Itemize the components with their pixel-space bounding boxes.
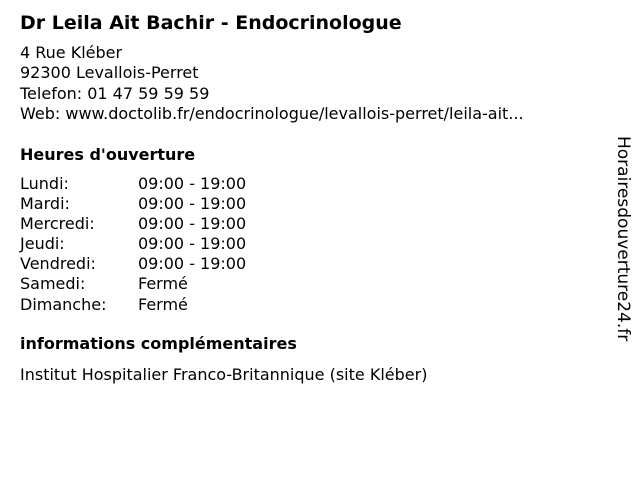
additional-info-text: Institut Hospitalier Franco-Britannique (site Kléber) — [20, 365, 428, 384]
hours-value: 09:00 - 19:00 — [138, 254, 247, 274]
street-address: 4 Rue Kléber — [20, 43, 123, 62]
hours-row-saturday — [20, 274, 246, 294]
hours-row-wednesday — [20, 214, 246, 234]
day-label: Samedi: — [20, 274, 86, 294]
city-address: 92300 Levallois-Perret — [20, 63, 199, 83]
hours-value: Fermé — [138, 274, 188, 294]
day-label: Lundi: — [20, 174, 69, 193]
hours-row-tuesday — [20, 194, 246, 214]
day-label: Mardi: — [20, 194, 70, 214]
opening-hours-heading: Heures d'ouverture — [20, 145, 196, 164]
hours-value: 09:00 - 19:00 — [138, 174, 247, 193]
hours-row-friday — [20, 254, 246, 274]
hours-value: 09:00 - 19:00 — [138, 214, 247, 234]
page-title: Dr Leila Ait Bachir - Endocrinologue — [20, 12, 402, 34]
hours-value: 09:00 - 19:00 — [138, 194, 247, 214]
site-watermark: Horairesdouverture24.fr — [613, 136, 633, 342]
additional-info-heading: informations complémentaires — [20, 334, 297, 353]
opening-hours-table — [20, 174, 246, 315]
phone-number: Telefon: 01 47 59 59 59 — [20, 83, 210, 103]
day-label: Jeudi: — [20, 234, 65, 254]
day-label: Mercredi: — [20, 214, 95, 234]
hours-row-sunday — [20, 295, 246, 315]
website-link[interactable]: Web: www.doctolib.fr/endocrinologue/levallois-perret/leila-ait... — [20, 103, 524, 123]
hours-value: Fermé — [138, 294, 188, 314]
hours-row-thursday — [20, 234, 246, 254]
hours-row-monday — [20, 174, 246, 194]
day-label: Vendredi: — [20, 254, 96, 274]
hours-value: 09:00 - 19:00 — [138, 234, 247, 254]
day-label: Dimanche: — [20, 294, 107, 314]
contact-block — [20, 43, 524, 124]
